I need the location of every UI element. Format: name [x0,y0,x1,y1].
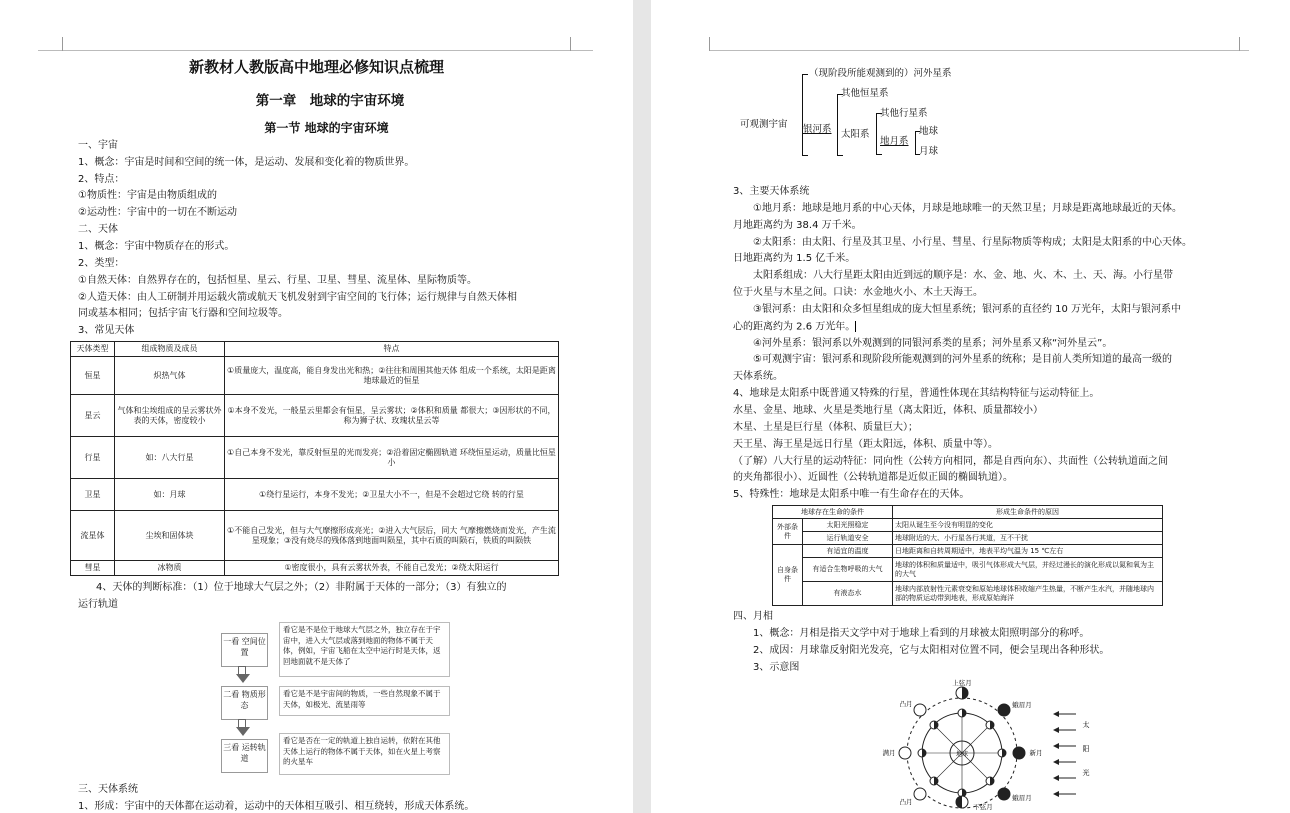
table-row [773,582,1163,606]
main-title: 新教材人教版高中地理必修知识点梳理 [188,58,444,76]
hierarchy-node: 月球 [919,146,939,157]
text-line: ①物质性：宇宙是由物质组成的 [78,190,217,201]
table-cell: ①不能自己发光，但与大气摩擦形成亮光；②进入大气层后，同大 气摩擦燃烧而发光，产生流星现象；③没有烧尽的残体落到地面叫陨星，其中石质的叫陨石，铁质的叫陨铁 [225,511,559,561]
hierarchy-node: 银河系 [803,124,832,135]
table-cell: 流星体 [71,511,115,561]
table-header-row [773,506,1163,519]
table-cell: 地球的体积和质量适中，吸引气体形成大气层，并经过漫长的演化形成以氮和氧为主的大气 [893,558,1163,582]
document-page-right [651,0,1290,813]
text-line: 3、常见天体 [78,325,135,336]
flow-step-text: 看它是不是宇宙间的物质，一些自然现象不属于天体，如极光、流星雨等 [279,686,450,716]
down-arrow-icon [236,727,250,736]
table-cell: 有适合生物呼吸的大气 [803,558,893,582]
text-line: ⑤可观测宇宙：银河系和现阶段所能观测到的河外星系的统称；是目前人类所知道的最高一级的 [733,354,1172,365]
phase-label: 上弦月 [952,679,972,687]
hierarchy-node: 太阳系 [841,129,870,140]
table-row [773,519,1163,532]
header-line [709,50,1249,51]
bracket [802,74,808,156]
margin-corner-mark [62,37,63,51]
text-line: ④河外星系：银河系以外观测到的同银河系类的星系；河外星系又称“河外星云”。 [733,338,1113,349]
flow-step-label: 一看 空间位置 [221,633,268,667]
table-header-cell: 形成生命条件的原因 [893,506,1163,519]
moon-phase-icon [998,788,1010,800]
text-line: 天体系统。 [733,371,783,382]
table-cell: 太阳从诞生至今没有明显的变化 [893,519,1163,532]
phase-label: 凸月 [899,798,913,806]
section-title: 第一节 地球的宇宙环境 [264,121,389,135]
text-line: 天王星、海王星是远日行星（距太阳远，体积、质量中等）。 [733,439,998,450]
sunlight-arrows [1054,714,1076,794]
text-line: 2、成因：月球靠反射阳光发亮，它与太阳相对位置不同，便会呈现出各种形状。 [733,645,1110,656]
earth-label: 地球 [955,751,969,758]
text-line: 二、天体 [78,224,118,235]
text-line: 1、概念：月相是指天文学中对于地球上看到的月球被太阳照明部分的称呼。 [733,628,1090,639]
hierarchy-node: （现阶段所能观测到的）河外星系 [809,68,952,79]
text-line: 4、地球是太阳系中既普通又特殊的行星，普通性体现在其结构特征与运动特征上。 [733,388,1100,399]
table-cell: 日地距离和自转周期适中，地表平均气温为 15 ℃左右 [893,545,1163,558]
text-line: ①自然天体：自然界存在的，包括恒星、星云、行星、卫星、彗星、流星体、星际物质等。 [78,275,477,286]
moon-phase-diagram [878,676,1098,810]
table-cell: ①密度很小，具有云雾状外表，不能自己发光；②绕太阳运行 [225,561,559,576]
table-cell: 气体和尘埃组成的呈云雾状外表的天体，密度较小 [115,395,225,437]
sunlight-label: 光 [1082,769,1090,777]
phase-label: 凸月 [899,700,913,708]
text-line: 1、概念：宇宙是时间和空间的统一体，是运动、发展和变化着的物质世界。 [78,157,415,168]
table-cell: 行星 [71,437,115,479]
table-row [71,395,559,437]
chapter-title: 第一章 地球的宇宙环境 [255,93,405,109]
text-line: 4、天体的判断标准：（1）位于地球大气层之外；（2）非附属于天体的一部分；（3）有独立的 [96,582,507,593]
text-line: 月地距离约为 38.4 万千米。 [733,220,862,231]
table-cell: 彗星 [71,561,115,576]
text-line: 三、天体系统 [78,784,138,795]
margin-corner-mark [570,37,571,51]
text-line: 3、示意图 [733,662,800,673]
table-header-cell: 地球存在生命的条件 [773,506,893,519]
header-line [38,50,593,51]
text-line: 四、月相 [733,611,773,622]
phase-label: 蛾眉月 [1012,701,1032,709]
table-header-cell: 天体类型 [71,342,115,357]
table-row [71,437,559,479]
flow-step-text: 看它是否在一定的轨道上独自运转，依附在其他天体上运行的物体不属于天体，如在火星上考察的火星车 [279,733,450,775]
table-header-cell: 特点 [225,342,559,357]
text-line: 水星、金星、地球、火星是类地行星（离太阳近，体积、质量都较小） [733,405,1043,416]
text-line: 一、宇宙 [78,140,118,151]
text-line [733,321,856,334]
text-line: 太阳系组成：八大行星距太阳由近到远的顺序是：水、金、地、火、木、土、天、海。小行星带 [733,270,1173,281]
life-conditions-table [772,505,1163,606]
table-cell: 地球附近的大、小行星各行其道，互不干扰 [893,532,1163,545]
table-cell: 星云 [71,395,115,437]
table-cell: 尘埃和固体块 [115,511,225,561]
table-cell: 运行轨道安全 [803,532,893,545]
text-line: ②运动性：宇宙中的一切在不断运动 [78,207,237,218]
text-line: 1、形成：宇宙中的天体都在运动着，运动中的天体相互吸引、相互绕转，形成天体系统。 [78,801,475,812]
text-line: ②人造天体：由人工研制并用运载火箭或航天飞机发射到宇宙空间的飞行体；运行规律与自然天体相 [78,292,517,303]
moon-phase-icon [914,788,926,800]
table-cell: 地球内部放射性元素衰变和原始地球体积收缩产生热量，不断产生水汽，并随地球内部的物质运动带到地表，形成原始海洋 [893,582,1163,606]
table-group-cell: 自身条件 [773,545,803,606]
table-header-row [71,342,559,357]
moon-phase-icon [1013,747,1025,759]
table-cell: 有液态水 [803,582,893,606]
table-row [71,511,559,561]
table-cell: 卫星 [71,479,115,511]
table-cell: ①质量庞大，温度高，能自身发出光和热；②往往和周围其他天体 组成一个系统，太阳是距离地球最近的恒星 [225,357,559,395]
text-line: ①地月系：地球是地月系的中心天体，月球是地球唯一的天然卫星；月球是距离地球最近的天体。 [733,203,1182,214]
moon-phase-icon [998,704,1010,716]
table-row [71,357,559,395]
document-page-left [0,0,633,813]
text-line: 1、概念：宇宙中物质存在的形式。 [78,241,235,252]
phase-label: 满月 [882,749,896,757]
hierarchy-root: 可观测宇宙 [740,119,788,130]
table-cell: 如：月球 [115,479,225,511]
table-row [773,545,1163,558]
table-cell: 有适宜的温度 [803,545,893,558]
text-line: 3、主要天体系统 [733,186,810,197]
text-span: 心的距离约为 2.6 万光年。 [733,321,856,333]
text-line: 2、类型： [78,258,125,269]
hierarchy-node: 地月系 [880,136,909,147]
phase-label: 蛾眉月 [1012,794,1032,802]
text-line: （了解）八大行星的运动特征：同向性（公转方向相同，都是自西向东）、共面性（公转轨道面之间 [733,456,1168,467]
table-cell: ①自己本身不发光，靠反射恒星的光而发亮；②沿着固定椭圆轨道 环绕恒星运动，质量比恒星小 [225,437,559,479]
text-line: 2、特点： [78,174,125,185]
table-cell: 冰物质 [115,561,225,576]
table-row [71,479,559,511]
table-cell: 炽热气体 [115,357,225,395]
sunlight-label: 阳 [1082,745,1090,753]
phase-label: 新月 [1029,749,1043,757]
hierarchy-node: 其他行星系 [880,108,928,119]
sunlight-label: 太 [1082,721,1090,729]
table-cell: 如：八大行星 [115,437,225,479]
moon-phase-icon [914,704,926,716]
table-cell: 太阳光照稳定 [803,519,893,532]
text-line: 日地距离约为 1.5 亿千米。 [733,253,856,264]
text-line: 木星、土星是巨行星（体积、质量巨大）； [733,422,918,433]
flow-step-text: 看它是不是位于地球大气层之外，独立存在于宇宙中，进入大气层或落到地面的物体不属于天体，例如，宇宙飞船在太空中运行时是天体，返回地面就不是天体了 [279,622,450,677]
flow-step-label: 三看 运转轨道 [221,739,268,773]
table-row [773,532,1163,545]
celestial-bodies-table [70,341,559,576]
margin-corner-mark [709,37,710,51]
down-arrow-icon [236,674,250,683]
hierarchy-node: 其他恒星系 [841,88,889,99]
text-line: 的夹角都很小）、近圆性（公转轨道都是近似正圆的椭圆轨道）。 [733,472,1013,483]
text-line: 位于火星与木星之间。口诀：水金地火小、木土天海王。 [733,287,983,298]
table-cell: 恒星 [71,357,115,395]
table-row [773,558,1163,582]
table-group-cell: 外部条件 [773,519,803,545]
text-line: 5、特殊性：地球是太阳系中唯一有生命存在的天体。 [733,489,970,500]
phase-label: 下弦月 [973,803,993,810]
text-line: ③银河系：由太阳和众多恒星组成的庞大恒星系统；银河系的直径约 10 万光年，太阳与银河系中 [733,304,1182,315]
text-line: ②太阳系：由太阳、行星及其卫星、小行星、彗星、行星际物质等构成；太阳是太阳系的中心天体。 [733,237,1192,248]
table-cell: ①绕行星运行，本身不发光；②卫星大小不一，但是不会超过它绕 转的行星 [225,479,559,511]
flow-step-label: 二看 物质形态 [221,686,268,720]
margin-corner-mark [1239,37,1240,51]
text-cursor [855,321,856,332]
table-cell: ①本身不发光，一般星云里都会有恒星，呈云雾状；②体积和质量 都很大；③因形状的不同，称为狮子状、玫瑰状星云等 [225,395,559,437]
bracket [837,94,843,156]
hierarchy-node: 地球 [919,126,939,137]
table-header-cell: 组成物质及成员 [115,342,225,357]
table-row [71,561,559,576]
text-line: 运行轨道 [78,599,118,610]
text-line: 同或基本相同；包括宇宙飞行器和空间垃圾等。 [78,308,288,319]
moon-phase-icon [899,747,911,759]
